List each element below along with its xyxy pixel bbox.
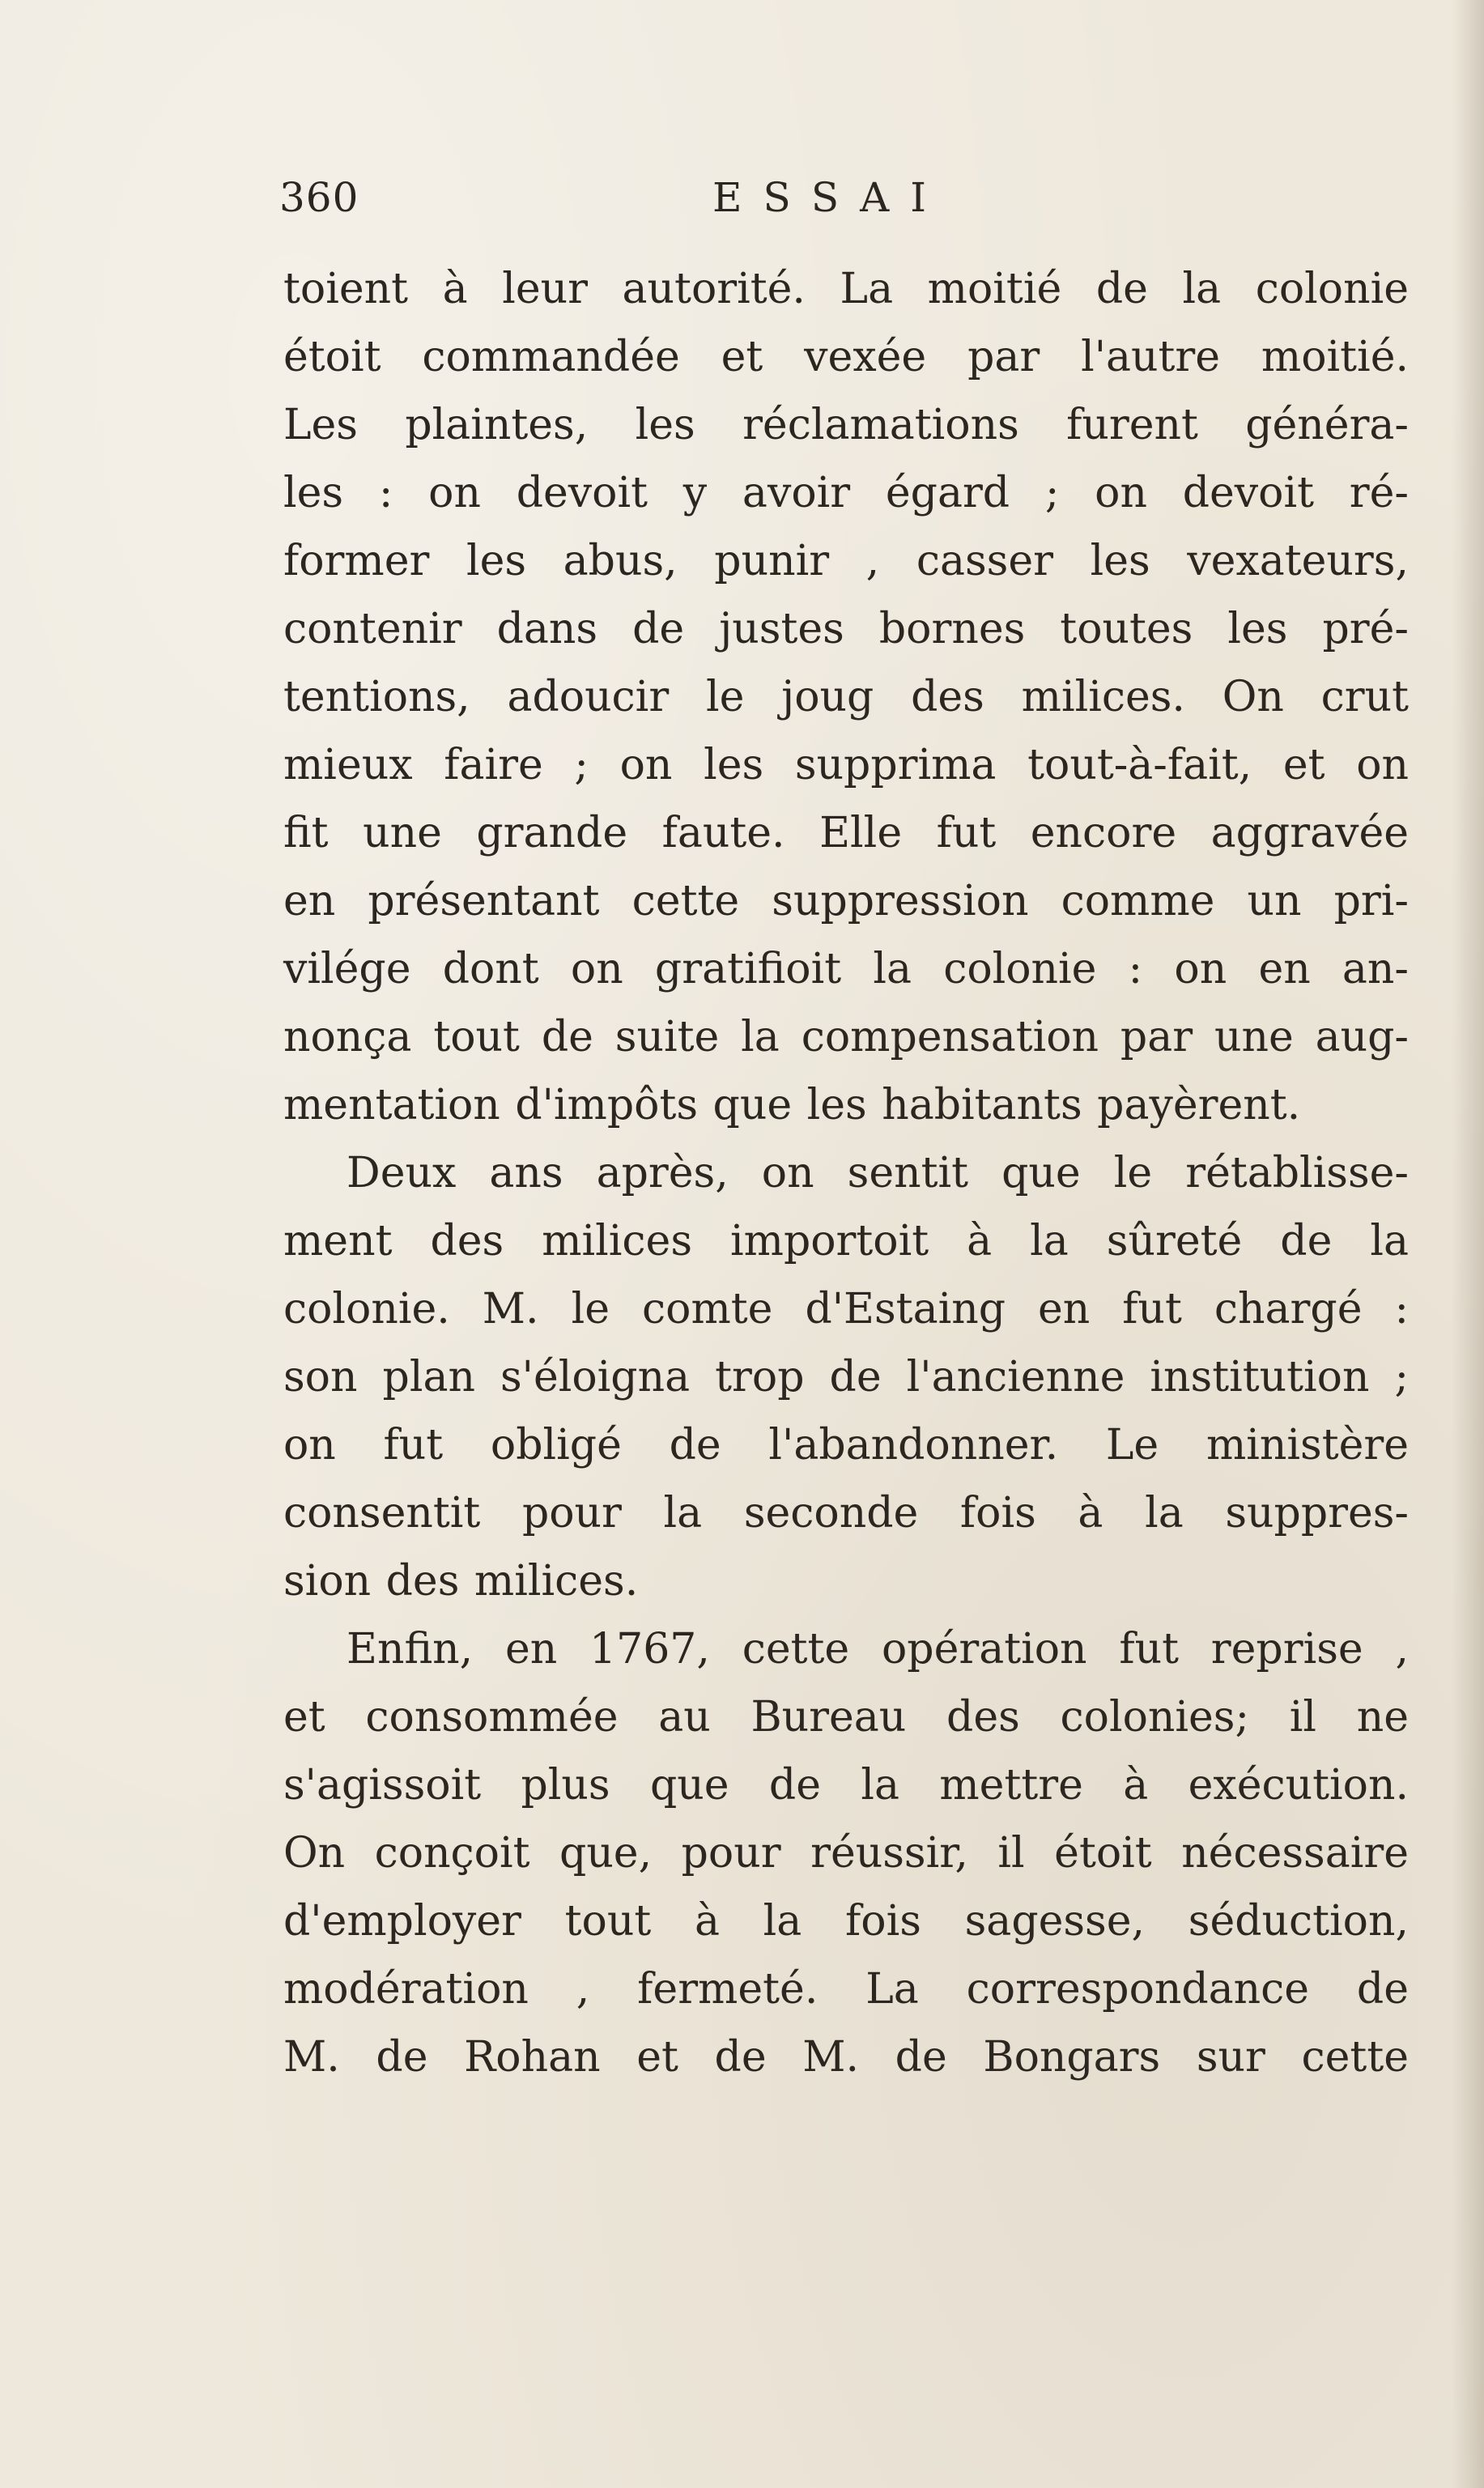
text-line: Les plaintes, les réclamations furent généra- xyxy=(283,401,1409,449)
paragraph-last-line: mentation d'impôts que les habitants payèrent. xyxy=(283,1081,1301,1129)
text-line: son plan s'éloigna trop de l'ancienne institution ; xyxy=(283,1353,1409,1401)
text-line: toient à leur autorité. La moitié de la colonie xyxy=(283,265,1409,313)
text-line: consentit pour la seconde fois à la suppres- xyxy=(283,1489,1409,1537)
text-line: tentions, adoucir le joug des milices. On crut xyxy=(283,673,1409,721)
text-line: contenir dans de justes bornes toutes les pré- xyxy=(283,605,1409,653)
text-line: et consommée au Bureau des colonies; il ne xyxy=(283,1693,1409,1742)
text-line: mieux faire ; on les supprima tout-à-fait, et on xyxy=(283,741,1409,789)
text-line: d'employer tout à la fois sagesse, séduction, xyxy=(283,1897,1409,1946)
text-line: colonie. M. le comte d'Estaing en fut chargé : xyxy=(283,1285,1409,1333)
text-line: s'agissoit plus que de la mettre à exécution. xyxy=(283,1761,1409,1810)
text-line: vilége dont on gratifioit la colonie : on en an- xyxy=(283,945,1409,993)
page-edge-shadow xyxy=(1452,0,1484,2488)
paragraph-first-line: Deux ans après, on sentit que le rétablisse- xyxy=(347,1149,1409,1197)
text-line: ment des milices importoit à la sûreté de la xyxy=(283,1217,1409,1265)
running-title: ESSAI xyxy=(712,174,947,221)
text-line: M. de Rohan et de M. de Bongars sur cette xyxy=(283,2033,1409,2082)
text-line: nonça tout de suite la compensation par une aug- xyxy=(283,1013,1409,1061)
body-text xyxy=(283,255,1409,2091)
paragraph-first-line: Enfin, en 1767, cette opération fut reprise , xyxy=(347,1625,1409,1674)
text-line: les : on devoit y avoir égard ; on devoit ré- xyxy=(283,469,1409,517)
text-line: en présentant cette suppression comme un pri- xyxy=(283,877,1409,925)
text-line: on fut obligé de l'abandonner. Le ministère xyxy=(283,1421,1409,1469)
text-line: modération , fermeté. La correspondance de xyxy=(283,1965,1409,2014)
text-line: étoit commandée et vexée par l'autre moitié. xyxy=(283,333,1409,381)
running-head xyxy=(279,174,1405,231)
page-number: 360 xyxy=(279,174,359,221)
text-line: former les abus, punir , casser les vexateurs, xyxy=(283,537,1409,585)
paragraph-last-line: sion des milices. xyxy=(283,1557,639,1606)
text-line: On conçoit que, pour réussir, il étoit nécessaire xyxy=(283,1829,1409,1878)
text-line: fit une grande faute. Elle fut encore aggravée xyxy=(283,809,1409,857)
